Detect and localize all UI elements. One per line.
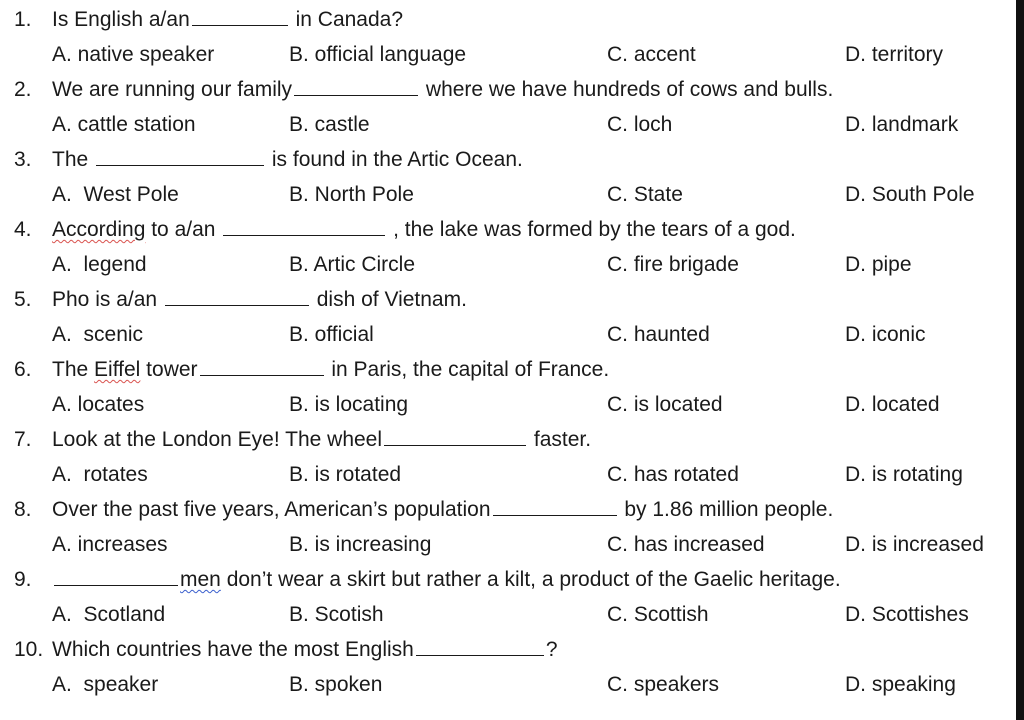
question-9: [0, 560, 1010, 630]
question-stem: [14, 76, 833, 104]
question-number: 8.: [14, 498, 32, 521]
stem-text: Is English a/an: [52, 8, 190, 31]
stem-text: by 1.86 million people.: [618, 498, 834, 521]
question-stem: [14, 566, 841, 594]
question-10: [0, 630, 1010, 700]
option-d: D. iconic: [845, 323, 926, 346]
option-b: B. Artic Circle: [289, 253, 416, 276]
option-b: B. is locating: [289, 393, 409, 416]
question-6: [0, 350, 1010, 420]
answer-blank: [384, 427, 526, 446]
stem-text: ?: [545, 638, 558, 661]
option-d: D. speaking: [845, 673, 956, 696]
question-3: [0, 140, 1010, 210]
question-number: 9.: [14, 568, 32, 591]
stem-text: in Paris, the capital of France.: [325, 358, 610, 381]
question-number: 4.: [14, 218, 32, 241]
answer-blank: [96, 147, 264, 166]
stem-text: Over the past five years, American’s population: [52, 498, 491, 521]
stem-text: dish of Vietnam.: [310, 288, 467, 311]
option-d: D. South Pole: [845, 183, 975, 206]
option-d: D. Scottishes: [845, 603, 969, 626]
option-c: C. accent: [607, 43, 696, 66]
question-number: 5.: [14, 288, 32, 311]
question-1: [0, 0, 1010, 70]
question-number: 7.: [14, 428, 32, 451]
option-b: B. is increasing: [289, 533, 432, 556]
answer-blank: [493, 497, 617, 516]
question-2: [0, 70, 1010, 140]
option-b: B. spoken: [289, 673, 383, 696]
question-number: 1.: [14, 8, 32, 31]
stem-text: , the lake was formed by the tears of a god.: [387, 218, 796, 241]
option-a: A. Scotland: [52, 603, 166, 626]
stem-text: We are running our family: [52, 78, 293, 101]
question-stem: [14, 216, 796, 244]
answer-blank: [223, 217, 385, 236]
question-number: 6.: [14, 358, 32, 381]
option-a: A. speaker: [52, 673, 159, 696]
option-b: B. North Pole: [289, 183, 414, 206]
option-c: C. has increased: [607, 533, 765, 556]
stem-text: Pho is a/an: [52, 288, 163, 311]
option-c: C. has rotated: [607, 463, 739, 486]
answer-blank: [294, 77, 418, 96]
option-d: D. landmark: [845, 113, 959, 136]
question-stem: [14, 496, 833, 524]
stem-text: in Canada?: [289, 8, 404, 31]
option-c: C. haunted: [607, 323, 710, 346]
stem-text: faster.: [528, 428, 592, 451]
question-stem: [14, 636, 558, 664]
option-d: D. is rotating: [845, 463, 963, 486]
grammar-check-word: men: [180, 568, 221, 591]
option-a: A. rotates: [52, 463, 148, 486]
question-8: [0, 490, 1010, 560]
question-number: 10.: [14, 638, 44, 661]
answer-blank: [54, 567, 178, 586]
stem-text: tower: [140, 358, 198, 381]
option-b: B. official language: [289, 43, 467, 66]
stem-text: Look at the London Eye! The wheel: [52, 428, 383, 451]
spellcheck-word: According: [52, 218, 146, 241]
option-c: C. speakers: [607, 673, 720, 696]
option-d: D. territory: [845, 43, 944, 66]
question-4: [0, 210, 1010, 280]
option-c: C. is located: [607, 393, 723, 416]
option-d: D. is increased: [845, 533, 984, 556]
question-number: 2.: [14, 78, 32, 101]
answer-blank: [192, 7, 288, 26]
option-b: B. is rotated: [289, 463, 402, 486]
stem-text: Which countries have the most English: [52, 638, 414, 661]
option-a: A. legend: [52, 253, 147, 276]
option-a: A. increases: [52, 533, 168, 556]
question-5: [0, 280, 1010, 350]
option-b: B. Scotish: [289, 603, 384, 626]
option-b: B. official: [289, 323, 374, 346]
question-stem: [14, 146, 523, 174]
stem-text: don’t wear a skirt but rather a kilt, a product of the Gaelic heritage.: [220, 568, 841, 591]
stem-text: to a/an: [145, 218, 222, 241]
question-stem: [14, 356, 609, 384]
question-stem: [14, 286, 467, 314]
page-edge: [1016, 0, 1024, 720]
question-stem: [14, 6, 403, 34]
option-c: C. loch: [607, 113, 673, 136]
question-7: [0, 420, 1010, 490]
option-c: C. Scottish: [607, 603, 709, 626]
answer-blank: [165, 287, 309, 306]
stem-text: The: [52, 358, 95, 381]
option-c: C. fire brigade: [607, 253, 739, 276]
option-a: A. cattle station: [52, 113, 196, 136]
option-c: C. State: [607, 183, 683, 206]
question-stem: [14, 426, 591, 454]
option-d: D. located: [845, 393, 940, 416]
option-a: A. West Pole: [52, 183, 179, 206]
spellcheck-word: Eiffel: [94, 358, 141, 381]
answer-blank: [416, 637, 544, 656]
option-a: A. native speaker: [52, 43, 215, 66]
question-number: 3.: [14, 148, 32, 171]
answer-blank: [200, 357, 324, 376]
option-d: D. pipe: [845, 253, 912, 276]
option-a: A. locates: [52, 393, 145, 416]
stem-text: where we have hundreds of cows and bulls.: [420, 78, 834, 101]
option-a: A. scenic: [52, 323, 144, 346]
stem-text: is found in the Artic Ocean.: [266, 148, 523, 171]
option-b: B. castle: [289, 113, 370, 136]
stem-text: The: [52, 148, 95, 171]
